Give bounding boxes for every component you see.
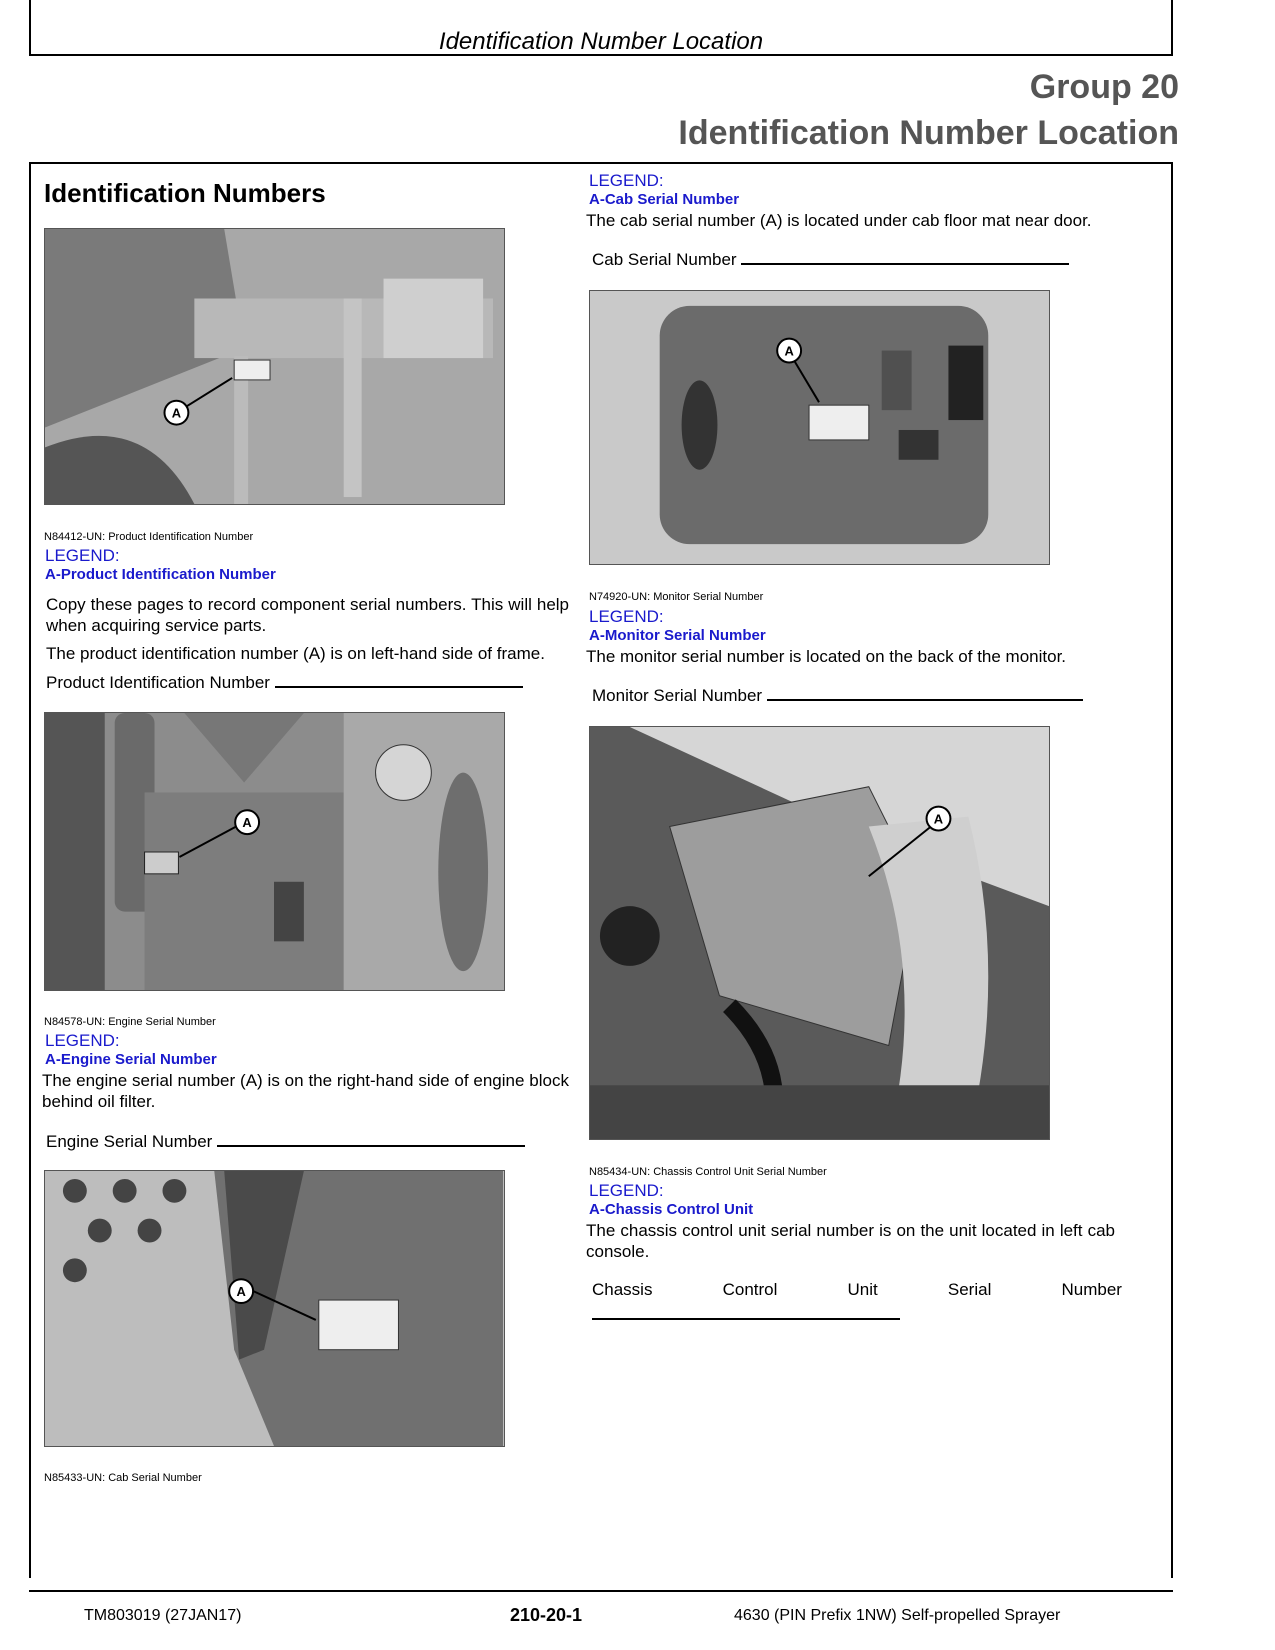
cab-serial-field (592, 249, 1069, 270)
cab-photo (44, 1170, 505, 1447)
product-id-field (46, 672, 523, 693)
ccu-word: Number (1061, 1280, 1122, 1299)
footer-product: 4630 (PIN Prefix 1NW) Self-propelled Sprayer (734, 1607, 1061, 1624)
fig2-legend-label: LEGEND: (45, 1031, 120, 1050)
section-title: Identification Numbers (44, 178, 326, 208)
monitor-serial-field (592, 685, 1083, 706)
fig1-legend-label: LEGEND: (45, 546, 120, 565)
group-title: Identification Number Location (678, 114, 1179, 152)
left-para1: Copy these pages to record component serial numbers. This will help when acquiring service parts. (46, 595, 569, 635)
right-para2: The monitor serial number is located on the back of the monitor. (586, 647, 1067, 666)
ccu-caption: N85434-UN: Chassis Control Unit Serial Number (589, 1166, 827, 1178)
monitor-serial-field-label: Monitor Serial Number (592, 686, 763, 705)
footer-rule (29, 1590, 1173, 1592)
callout-a: A (171, 405, 182, 421)
callout-a: A (784, 343, 794, 359)
cab-serial-field-label: Cab Serial Number (592, 250, 737, 269)
monitor-photo (589, 290, 1050, 565)
cab-serial-blank (741, 249, 1069, 265)
left-para2: The product identification number (A) is on left-hand side of frame. (46, 644, 545, 663)
engine-photo (44, 712, 505, 991)
callout-a: A (933, 811, 944, 827)
ccu-legend-item: A-Chassis Control Unit (589, 1201, 754, 1218)
monitor-legend-item: A-Monitor Serial Number (589, 627, 766, 644)
product-id-field-label: Product Identification Number (46, 673, 270, 692)
cab-legend-label: LEGEND: (589, 171, 664, 190)
engine-serial-blank (217, 1131, 525, 1147)
ccu-serial-blank (592, 1318, 900, 1320)
ccu-legend-label: LEGEND: (589, 1181, 664, 1200)
product-id-photo (44, 228, 505, 505)
ccu-word: Chassis (592, 1280, 653, 1299)
engine-serial-field (46, 1131, 525, 1152)
group-number: Group 20 (1029, 68, 1179, 106)
footer-doc-id: TM803019 (27JAN17) (84, 1607, 242, 1624)
ccu-word: Serial (947, 1280, 992, 1299)
fig1-legend-item: A-Product Identification Number (45, 566, 276, 583)
running-title: Identification Number Location (438, 28, 764, 55)
page-number: 210-20-1 (510, 1605, 583, 1625)
product-id-blank (275, 672, 523, 688)
right-para1: The cab serial number (A) is located under cab floor mat near door. (586, 211, 1092, 230)
left-para3: The engine serial number (A) is on the right-hand side of engine block behind oil filter. (42, 1071, 569, 1111)
ccu-word: Control (722, 1280, 778, 1299)
monitor-caption: N74920-UN: Monitor Serial Number (589, 591, 764, 603)
cab-legend-item: A-Cab Serial Number (589, 191, 740, 208)
monitor-legend-label: LEGEND: (589, 607, 664, 626)
monitor-serial-blank (767, 685, 1083, 701)
chassis-control-unit-photo (589, 726, 1050, 1140)
fig1-caption: N84412-UN: Product Identification Number (44, 531, 254, 543)
callout-a: A (242, 815, 252, 831)
ccu-serial-field-label (592, 1280, 1122, 1300)
fig2-caption: N84578-UN: Engine Serial Number (44, 1016, 216, 1028)
fig3-caption: N85433-UN: Cab Serial Number (44, 1472, 202, 1484)
ccu-word: Unit (847, 1280, 878, 1299)
engine-serial-field-label: Engine Serial Number (46, 1132, 213, 1151)
fig2-legend-item: A-Engine Serial Number (45, 1051, 217, 1068)
right-para3: The chassis control unit serial number is on the unit located in left cab console. (586, 1221, 1115, 1261)
callout-a: A (236, 1284, 246, 1300)
